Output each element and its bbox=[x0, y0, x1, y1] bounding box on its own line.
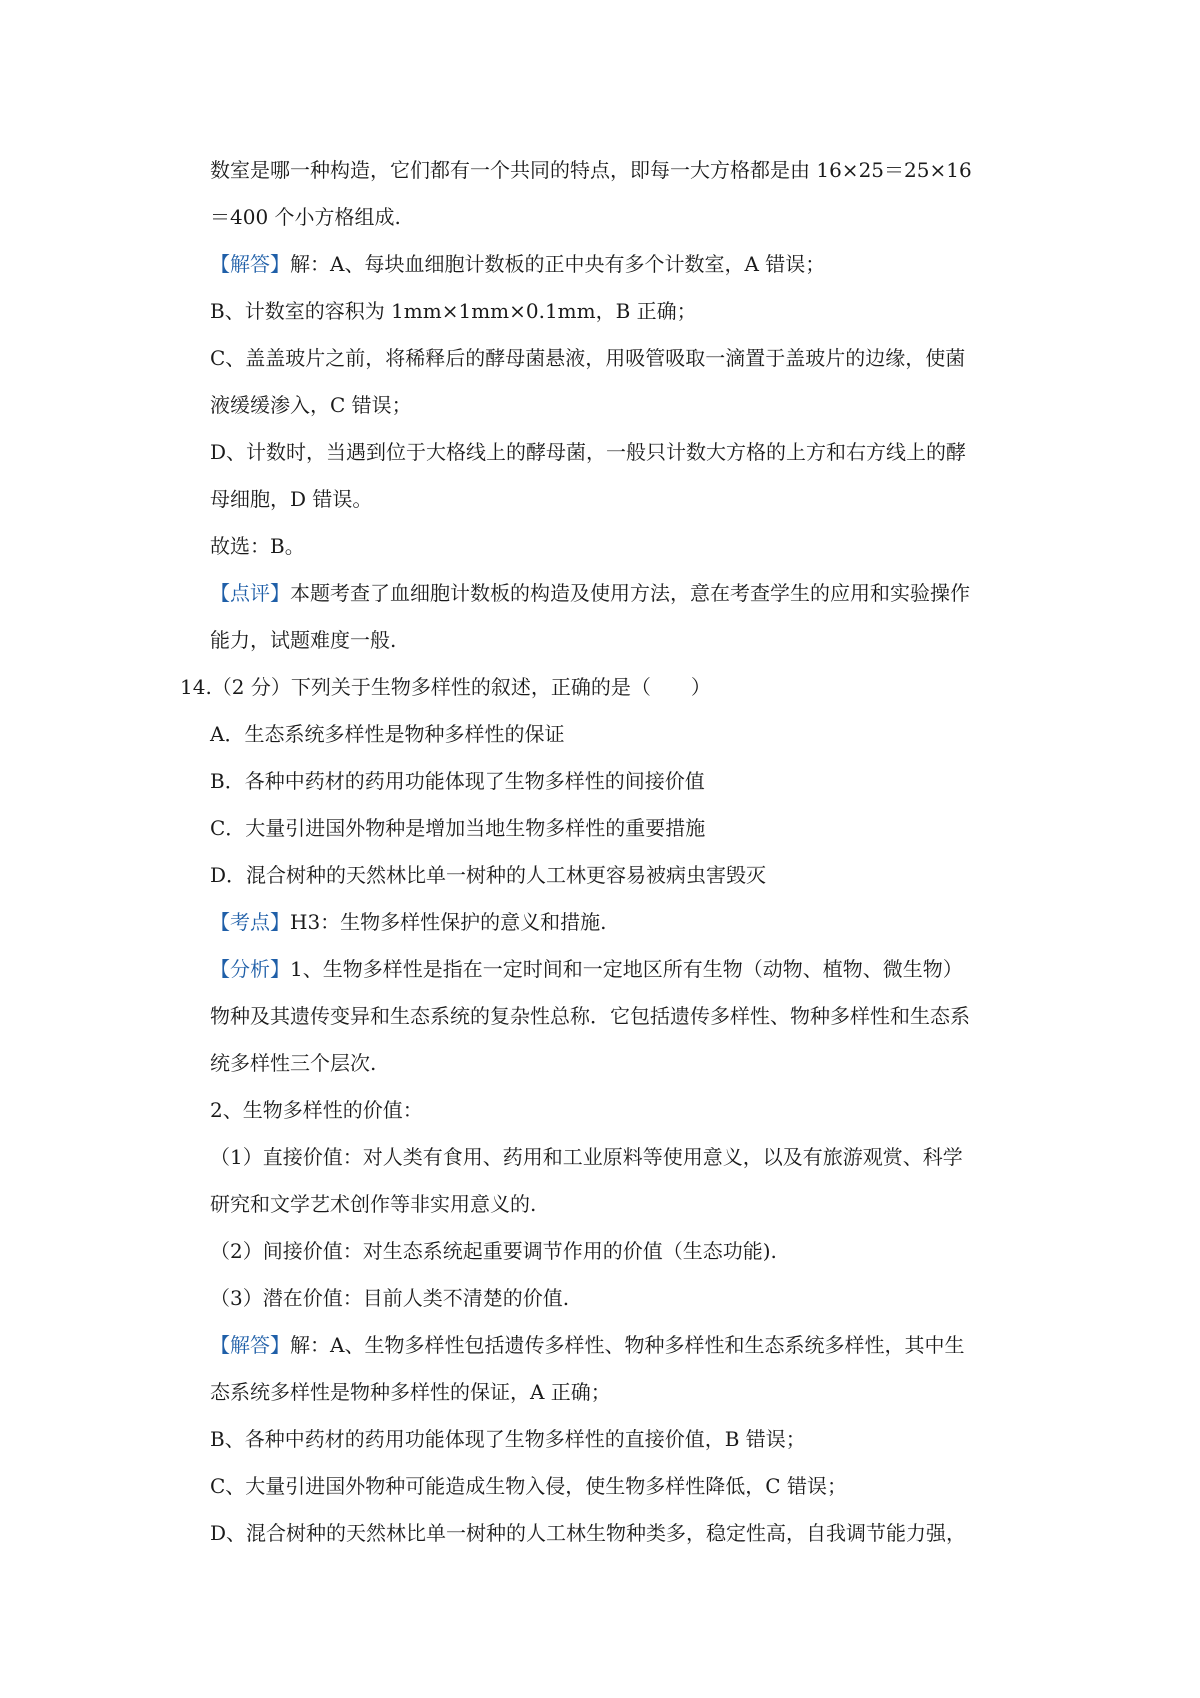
text-line: D、混合树种的天然林比单一树种的人工林生物种类多，稳定性高，自我调节能力强， bbox=[210, 1521, 967, 1545]
text-line: 统多样性三个层次. bbox=[210, 1051, 377, 1075]
review-line: 【点评】本题考查了血细胞计数板的构造及使用方法，意在考查学生的应用和实验操作 bbox=[210, 581, 970, 605]
section-tag-answer: 【解答】 bbox=[210, 252, 290, 276]
text-line: 态系统多样性是物种多样性的保证，A 正确； bbox=[210, 1380, 611, 1404]
text-line: B、计数室的容积为 1mm×1mm×0.1mm，B 正确； bbox=[210, 299, 697, 323]
option-a: A．生态系统多样性是物种多样性的保证 bbox=[210, 722, 565, 746]
section-tag-keypoint: 【考点】 bbox=[210, 910, 290, 934]
text-line: 数室是哪一种构造，它们都有一个共同的特点，即每一大方格都是由 16×25＝25×16 bbox=[210, 158, 972, 182]
text-line: ＝400 个小方格组成. bbox=[210, 205, 401, 229]
text-line: 2、生物多样性的价值： bbox=[210, 1098, 423, 1122]
analysis-line: 【分析】1、生物多样性是指在一定时间和一定地区所有生物（动物、植物、微生物） bbox=[210, 957, 963, 981]
answer-line: 【解答】解：A、生物多样性包括遗传多样性、物种多样性和生态系统多样性，其中生 bbox=[210, 1333, 965, 1357]
text-line: 液缓缓渗入，C 错误； bbox=[210, 393, 412, 417]
option-d: D．混合树种的天然林比单一树种的人工林更容易被病虫害毁灭 bbox=[210, 863, 767, 887]
text-line: 母细胞，D 错误。 bbox=[210, 487, 373, 511]
text-line: D、计数时，当遇到位于大格线上的酵母菌，一般只计数大方格的上方和右方线上的酵 bbox=[210, 440, 967, 464]
text-line: （2）间接价值：对生态系统起重要调节作用的价值（生态功能). bbox=[210, 1239, 777, 1263]
section-tag-analysis: 【分析】 bbox=[210, 957, 290, 981]
answer-line: 【解答】解：A、每块血细胞计数板的正中央有多个计数室，A 错误； bbox=[210, 252, 826, 276]
text-line: 研究和文学艺术创作等非实用意义的. bbox=[210, 1192, 537, 1216]
text-line: 物种及其遗传变异和生态系统的复杂性总称．它包括遗传多样性、物种多样性和生态系 bbox=[210, 1004, 970, 1028]
text-line: C、大量引进国外物种可能造成生物入侵，使生物多样性降低，C 错误； bbox=[210, 1474, 847, 1498]
text-line: 能力，试题难度一般. bbox=[210, 628, 397, 652]
question-stem: 14.（2 分）下列关于生物多样性的叙述，正确的是（ ） bbox=[180, 675, 711, 699]
keypoint-line: 【考点】H3：生物多样性保护的意义和措施. bbox=[210, 910, 607, 934]
text-line: （1）直接价值：对人类有食用、药用和工业原料等使用意义，以及有旅游观赏、科学 bbox=[210, 1145, 963, 1169]
text-line: 故选：B。 bbox=[210, 534, 305, 558]
section-tag-review: 【点评】 bbox=[210, 581, 290, 605]
text-line: C、盖盖玻片之前，将稀释后的酵母菌悬液，用吸管吸取一滴置于盖玻片的边缘，使菌 bbox=[210, 346, 966, 370]
text-line: （3）潜在价值：目前人类不清楚的价值. bbox=[210, 1286, 570, 1310]
option-b: B．各种中药材的药用功能体现了生物多样性的间接价值 bbox=[210, 769, 705, 793]
text-line: B、各种中药材的药用功能体现了生物多样性的直接价值，B 错误； bbox=[210, 1427, 806, 1451]
section-tag-answer: 【解答】 bbox=[210, 1333, 290, 1357]
option-c: C．大量引进国外物种是增加当地生物多样性的重要措施 bbox=[210, 816, 706, 840]
